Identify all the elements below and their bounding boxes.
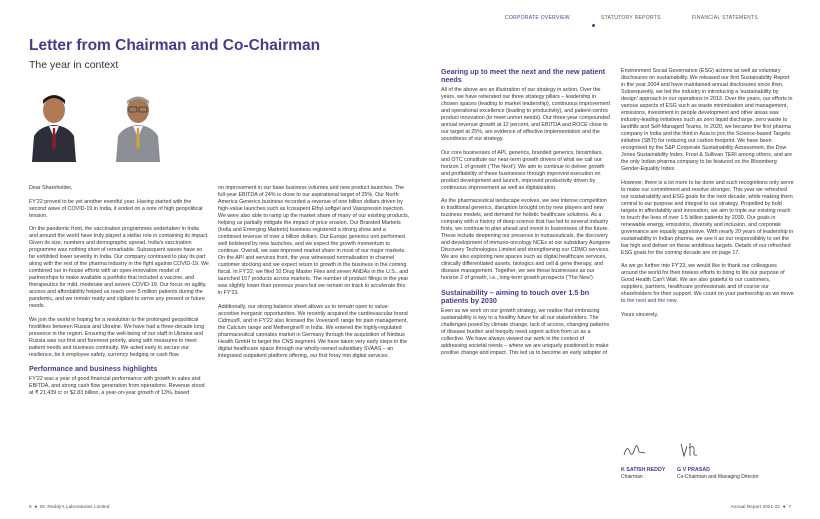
letter-column-2 bbox=[218, 185, 410, 366]
paragraph-closing-thanks bbox=[621, 263, 794, 305]
co-chairman-photo bbox=[114, 86, 162, 162]
signatures bbox=[621, 440, 794, 490]
signatory-title: Chairman bbox=[621, 474, 643, 480]
page-subtitle: The year in context bbox=[29, 59, 119, 71]
signatory-chairman bbox=[621, 440, 665, 480]
report-name: Annual Report 2021-22 bbox=[730, 505, 781, 510]
letter-column-3 bbox=[441, 68, 611, 364]
section-heading-sustainability: Sustainability – aiming to touch over 1.5 bn patients by 2030 bbox=[441, 287, 590, 306]
signature-image bbox=[677, 440, 707, 460]
closing-salutation: Yours sincerely, bbox=[621, 311, 659, 318]
page-number-left: 6 bbox=[29, 505, 32, 510]
paragraph: on improvement in our base business volumes and new product launches. The full-year EBITDA of 24% is close to our aspirational target of 25%. Our North America Generics business recorded a revenue of one billion dollars driven by high-value launches such as Icosapent Ethyl softgel and Vasopressin injection. We were also able to ramp up the market share of many of our existing products, helping us partially mitigate the impact of price erosion. Our Branded Markets (India and Emerging Markets) business registered a strong show and a combined revenue of over a billion dollars. Our Europe generics unit performed well bolstered by new launches, and we expect the growth momentum to continue. Overall, we saw improved market share in most of our major markets. On the API and services front, the year witnessed normalisation in channel customer stocking and we expect return to growth in the business in the coming fiscal. In FY'22, we filed 10 Drug Master Files and seven ANDAs in the U.S., and launched 157 products across markets. The number of product filings in the year was slightly lower than previous years but we remain on track to accelerate this in FY'23. bbox=[218, 185, 410, 296]
paragraph: FY'22 was a year of good financial performance with growth in sales and EBITDA, and strong cash flow generation from operations. Revenue stood at ₹ 21,439 cr or $2.83 billion, a year-on-year growth of 13%, based bbox=[29, 376, 205, 397]
signatory-name: K SATISH REDDY bbox=[621, 467, 666, 473]
signatory-co-chairman bbox=[677, 440, 759, 480]
signature-image bbox=[621, 440, 651, 460]
closing-text: As we go further into FY'23, we would like to thank our colleagues around the world for their tireless efforts to bring to life our purpose of Good Health Can't Wait. We are also grateful to our customers, suppliers, partners, healthcare professionals and of course our shareholders for their support. We count on your partnership as we move to bbox=[621, 263, 794, 304]
chairman-photo bbox=[30, 86, 78, 162]
paragraph: As the pharmaceutical landscape evolves, we see intense competition in traditional generics, disruption brought on by new players and new business models, and demand for holistic healthcare solutions. As a company with a history of deep science that has led to several industry firsts, we continue to plan ahead and invest in businesses of the future. These include deepening our presence in nutraceuticals, the discovery and development of immuno-oncology NCEs at our subsidiary Aurigene Discovery Technologies Limited and strengthening our CDMO services. We are also exploring new spaces such as digital healthcare services, clinically differentiated assets, biologics and cell & gene therapy, and disease management. Together, we see these businesses as our horizon 2 of growth, i.e., long-term growth prospects ('The New'). bbox=[441, 198, 611, 282]
section-heading-gearing-up: Gearing up to meet the next and the new patient needs bbox=[441, 67, 606, 85]
signatory-name: G V PRASAD bbox=[677, 467, 710, 473]
page-number-right: 7 bbox=[788, 505, 791, 510]
signatory-title: Co-Chairman and Managing Director bbox=[677, 474, 759, 480]
paragraph: Even as we work on our growth strategy, we realise that embracing sustainability is key to a healthy future for all our stakeholders. The challenges posed by climate change, lack of access, changing patterns of disease burden and inequity need urgent action from us as a collective. We have always viewed our work in the context of addressing societal needs – where we are uniquely positioned to make positive change and impact. This led us to become an early adopter of bbox=[441, 308, 610, 357]
letter-column-1 bbox=[29, 185, 209, 404]
nav-financial-statements[interactable]: FINANCIAL STATEMENTS bbox=[691, 15, 758, 21]
letter-column-4 bbox=[621, 68, 794, 325]
paragraph: However, there is a lot more to be done and such recognitions only serve to make our commitment and resolve stronger. This year we refreshed our sustainability and ESG goals for the next decade, while making them central to our purpose and integral to our strategy. Propelled by bold targets in affordability and innovation, we aim to triple our existing reach to touch the lives of over 1.5 billion patients by 2030. Our goals in renewable energy, emissions, diversity and inclusion, and corporate governance are equally aggressive. With nearly 20 years of leadership in sustainability in Indian pharma, we see it as our responsibility to set the bar high and deliver on these ambitious targets. Details of our refreshed ESG goals for the coming decade are on page 17. bbox=[621, 179, 794, 256]
footer-left bbox=[29, 505, 109, 510]
paragraph: Our core businesses of API, generics, branded generics, biosimilars, and OTC constitute our near-term growth drivers of what we call our horizon 1 of growth ('The Next'). We aim to continue to deliver growth and profitability of these businesses through improved execution on product development and launch, improved productivity driven by continuous improvement as well as digitalization. bbox=[441, 149, 605, 191]
section-heading-performance: Performance and business highlights bbox=[29, 364, 158, 373]
paragraph: Additionally, our strong balance sheet allows us to remain open to value-accretive inorganic opportunities. We recently acquired the cardiovascular brand Cidmus®, and in FY'22 also licensed the Voveran® range for pain management, the Calcium range and Methergine® in India. We entered the highly-regulated pharmaceutical cannabis market in Germany through the acquisition of Nimbus Health GmbH to target the CNS segment. We have taken very early steps in the digital healthcare space through our wholly-owned subsidiary SVAAS – an integrated outpatient platform offering, our first foray into digital services. bbox=[218, 303, 408, 359]
active-nav-indicator bbox=[592, 24, 595, 27]
company-name: Dr. Reddy's Laboratories Limited bbox=[39, 505, 110, 510]
bullet-icon: ● bbox=[33, 505, 39, 510]
paragraph: All of the above are an illustration of our strategy in action. Over the years, we have reiterated our three strategy pillars – leadership in chosen spaces (leading to market leadership), continuous improvement and operational excellence (leading to productivity), and patient-centric product innovation (to meet unmet needs). Our three-year compounded annual revenue growth at 12 percent, and EBITDA and ROCE close to our target at 25%, are evidence of effective implementation and the soundness of our strategy. bbox=[441, 87, 611, 143]
paragraph: FY'22 proved to be yet another eventful year. Having started with the second wave of COVID-19 in India, it ended on a note of high geopolitical tension. bbox=[29, 198, 203, 219]
top-navigation bbox=[474, 15, 758, 21]
paragraph: On the pandemic front, the vaccination programmes undertaken in India and around the world have truly played a stellar role in containing its impact. Given its size, numbers and demographic spread, India's vaccination programme was nothing short of remarkable. Subsequent waves have so far exhibited lower severity in India. Our company continued to play its part along with the rest of the pharma industry in the fight against COVID-19. We combined our in-house efforts with an open-innovation model of partnerships to make available a portfolio that included a vaccine, and therapeutics for mild, moderate and severe COVID-19. Our focus on agility, access and affordability helped us reach over 5 million patients during the pandemic, and we remain ready and vigilant to serve any present or future needs. bbox=[29, 226, 209, 309]
bullet-icon: ● bbox=[781, 505, 787, 510]
footer-right bbox=[730, 505, 791, 510]
nav-statutory-reports[interactable]: STATUTORY REPORTS bbox=[600, 15, 661, 21]
nav-corporate-overview[interactable]: CORPORATE OVERVIEW bbox=[505, 15, 570, 21]
paragraph: Environment Social Governance (ESG) actions as well as voluntary disclosures on sustainability. We released our first Sustainability Report in the year 2004 and have maintained annual disclosures since then. Subsequently, we led the industry in introducing a 'sustainability by design' approach in our operations in 2013. Over the years, our efforts in various aspects of ESG such as waste minimisation and management, emissions, investment in people development and other areas saw industry-leading initiatives such as zero liquid discharge, zero waste to landfills and Self-Managed Teams. In 2020, we became the first pharma company in India and the third in Asia to join the Science-based Targets initiative (SBTi) for reducing our carbon footprint. We have been recognised by the S&P Corporate Sustainability Assessment, the Dow Jones Sustainability Index, Frost & Sullivan TERI among others, and are the only Indian pharma company to be featured on the Bloomberg Gender-Equality Index. bbox=[621, 68, 793, 172]
paragraph: We join the world in hoping for a resolution to the prolonged geopolitical hostilities between Russia and Ukraine. We have had a three-decade long presence in the region. Ensuring the well-being of our staff in Ukraine and Russia was our first and foremost priority, along with measures to meet patient needs and business continuity. We acted early to secure our resilience, be it employee safety, currency hedging or cash flow. bbox=[29, 316, 205, 358]
greeting: Dear Shareholder, bbox=[29, 185, 73, 191]
closing-highlight: the next and the new. bbox=[626, 298, 678, 304]
page-title: Letter from Chairman and Co-Chairman bbox=[29, 37, 321, 54]
